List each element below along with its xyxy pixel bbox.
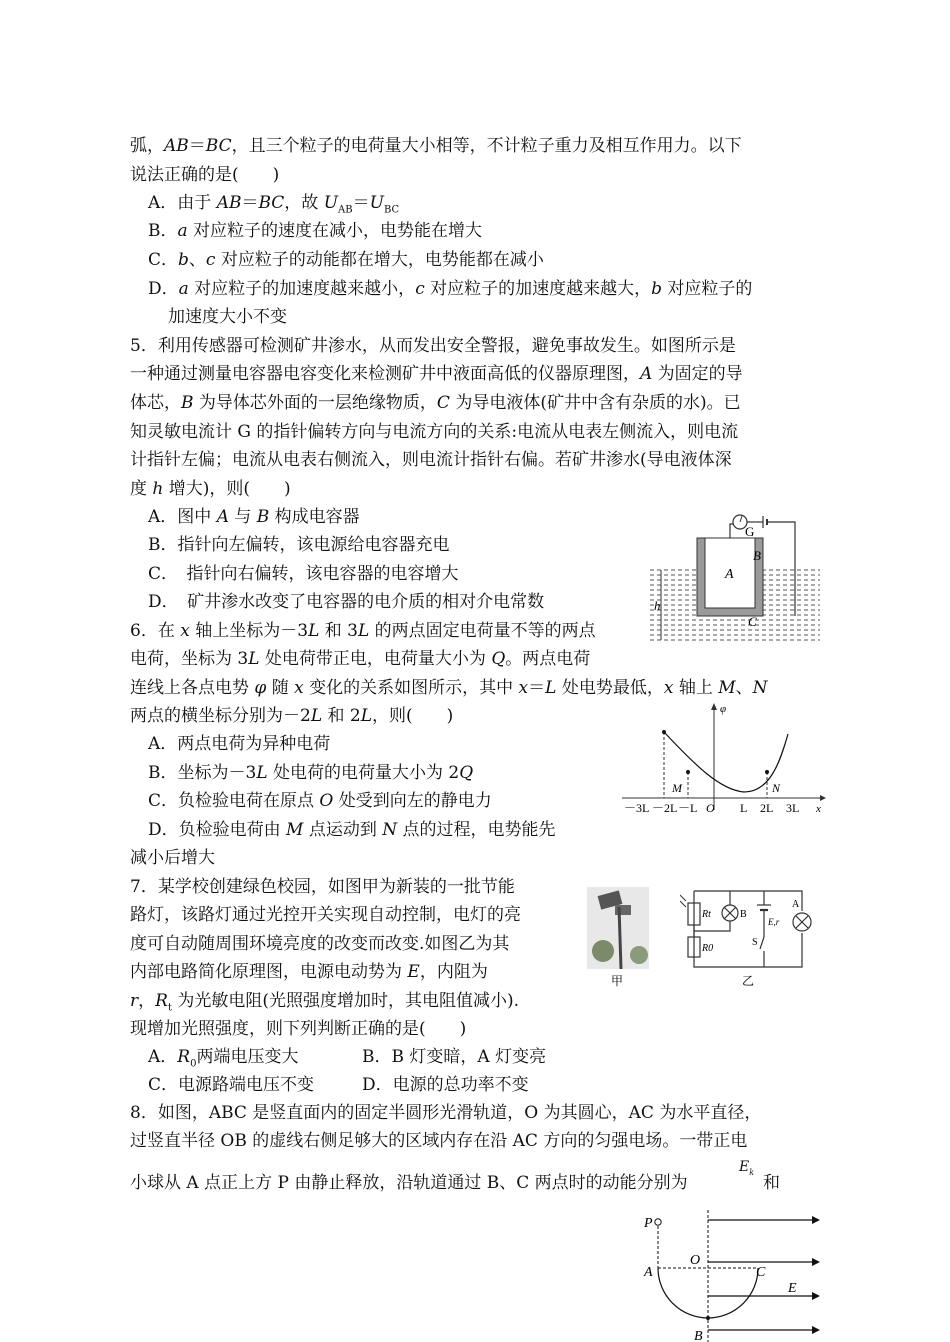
- q5-line-2: 一种通过测量电容器电容变化来检测矿井中液面高低的仪器原理图，A 为固定的导: [130, 364, 743, 384]
- q8-label-p: P: [644, 1216, 653, 1231]
- q4-line-1: 弧，AB＝BC，且三个粒子的电荷量大小相等，不计粒子重力及相互作用力。以下: [130, 136, 742, 156]
- q6-label-m: M: [672, 781, 682, 795]
- q8-semicircle-figure: [640, 1208, 830, 1342]
- q6-tick-2l: 2L: [760, 801, 774, 815]
- q8-line-1: 8．如图，ABC 是竖直面内的固定半圆形光滑轨道，O 为其圆心，AC 为水平直径，: [130, 1103, 762, 1123]
- q7-option-a: A．$R_0$两端电压变大: [148, 1047, 299, 1070]
- q7-circuit-diagram: [680, 885, 820, 990]
- q5-option-a: A．图中 A 与 B 构成电容器: [148, 507, 360, 527]
- q8-label-b: B: [694, 1329, 703, 1342]
- q6-tick-neg2l: －2L: [652, 801, 678, 815]
- q6-option-d-line-1: D．负检验电荷由 M 点运动到 N 点的过程，电势能先: [148, 820, 556, 840]
- q6-line-4: 两点的横坐标分别为－2L 和 2L，则( ): [130, 706, 454, 726]
- q7-label-yi: 乙: [742, 974, 755, 988]
- q8-line-3-text: 小球从 A 点正上方 P 由静止释放，沿轨道通过 B、C 两点时的动能分别为: [130, 1173, 688, 1193]
- q5-line-6: 度 h 增大)，则( ): [130, 479, 291, 499]
- q6-tick-l: L: [740, 801, 748, 815]
- q6-potential-graph: [620, 700, 830, 818]
- q8-ek-symbol: $E_k$: [739, 1159, 755, 1177]
- q4-option-c: C．b、c 对应粒子的动能都在增大，电势能都在减小: [148, 250, 544, 270]
- q5-line-5: 计指针左偏；电流从电表右侧流入，则电流计指针右偏。若矿井渗水(导电液体深: [130, 450, 732, 470]
- q4-option-d-line-2: 加速度大小不变: [168, 307, 287, 327]
- q6-option-d-line-2: 减小后增大: [130, 848, 215, 868]
- q7-line-3: 度可自动随周围环境亮度的改变而改变.如图乙为其: [130, 934, 510, 954]
- q4-option-d-line-1: D．a 对应粒子的加速度越来越小，c 对应粒子的加速度越来越大，b 对应粒子的: [148, 279, 753, 299]
- q8-label-e: E: [788, 1281, 797, 1296]
- q8-label-o: O: [690, 1253, 701, 1268]
- q5-line-3: 体芯，B 为导体芯外面的一层绝缘物质，C 为导电液体(矿井中含有杂质的水)。已: [130, 393, 741, 413]
- q6-line-1: 6．在 x 轴上坐标为－3L 和 3L 的两点固定电荷量不等的两点: [130, 621, 596, 641]
- q5-label-c: C: [748, 614, 757, 629]
- q6-label-n: N: [772, 781, 781, 795]
- q7-street-lamp-photo: [585, 885, 655, 990]
- q7-line-4: 内部电路简化原理图，电源电动势为 E，内阻为: [130, 962, 488, 982]
- q4-option-a: A．由于 AB＝BC，故 $U_{AB}=U_{BC}$: [148, 193, 400, 216]
- q4-option-b: B．a 对应粒子的速度在减小，电势能在增大: [148, 221, 483, 241]
- q7-label-r0: R0: [702, 943, 714, 954]
- q7-label-a: A: [792, 899, 800, 910]
- q5-line-4: 知灵敏电流计 G 的指针偏转方向与电流方向的关系:电流从电表左侧流入，则电流: [130, 422, 739, 442]
- q5-option-c: C． 指针向右偏转，该电容器的电容增大: [148, 564, 459, 584]
- q4-line-2: 说法正确的是( ): [130, 165, 280, 185]
- q6-tick-negl: －L: [678, 801, 698, 815]
- q5-option-b: B．指针向左偏转，该电源给电容器充电: [148, 535, 450, 555]
- q7-line-5: r，$R_t$ 为光敏电阻(光照强度增加时，其电阻值减小).: [130, 991, 520, 1014]
- q8-label-c: C: [756, 1265, 766, 1280]
- q7-line-2: 路灯，该路灯通过光控开关实现自动控制，电灯的亮: [130, 905, 521, 925]
- q6-line-3: 连线上各点电势 φ 随 x 变化的关系如图所示，其中 x＝L 处电势最低，x 轴上 M、N: [130, 678, 768, 698]
- q7-label-jia: 甲: [611, 974, 624, 988]
- q8-line-3: [130, 1172, 688, 1194]
- q7-option-b: B．B 灯变暗，A 灯变亮: [362, 1047, 547, 1067]
- q7-option-c: C．电源路端电压不变: [148, 1075, 315, 1095]
- q6-tick-neg3l: －3L: [624, 801, 650, 815]
- q5-label-g: G: [745, 524, 755, 539]
- q7-label-rt: Rt: [702, 909, 711, 920]
- q6-tick-3l: 3L: [786, 801, 800, 815]
- q8-line-2: 过竖直半径 OB 的虚线右侧足够大的区域内存在沿 AC 方向的匀强电场。一带正电: [130, 1131, 748, 1151]
- q5-line-1: 5．利用传感器可检测矿井渗水，从而发出安全警报，避免事故发生。如图所示是: [130, 336, 736, 356]
- q8-line-3-end: 和: [763, 1173, 780, 1193]
- q6-option-a: A．两点电荷为异种电荷: [148, 734, 331, 754]
- q5-label-a: A: [725, 567, 734, 582]
- q5-capacitor-figure: [645, 508, 825, 648]
- q6-line-2: 电荷，坐标为 3L 处电荷带正电，电荷量大小为 Q。两点电荷: [130, 649, 591, 669]
- q7-line-6: 现增加光照强度，则下列判断正确的是( ): [130, 1019, 467, 1039]
- q5-option-d: D． 矿井渗水改变了电容器的电介质的相对介电常数: [148, 592, 545, 612]
- q6-axis-x: x: [816, 803, 821, 815]
- q7-label-er: E,r: [768, 917, 780, 927]
- q6-axis-phi: φ: [720, 703, 727, 715]
- q6-option-c: C．负检验电荷在原点 O 处受到向左的静电力: [148, 791, 492, 811]
- q7-option-d: D．电源的总功率不变: [362, 1075, 529, 1095]
- q7-line-1: 7．某学校创建绿色校园，如图甲为新装的一批节能: [130, 877, 515, 897]
- q6-option-b: B．坐标为－3L 处电荷的电荷量大小为 2Q: [148, 763, 474, 783]
- q6-tick-o: O: [706, 801, 715, 815]
- q7-label-b: B: [740, 909, 747, 920]
- q8-label-a: A: [644, 1265, 653, 1280]
- q5-label-h: h: [654, 598, 661, 613]
- q7-label-s: S: [752, 937, 758, 948]
- q5-label-b: B: [753, 548, 761, 563]
